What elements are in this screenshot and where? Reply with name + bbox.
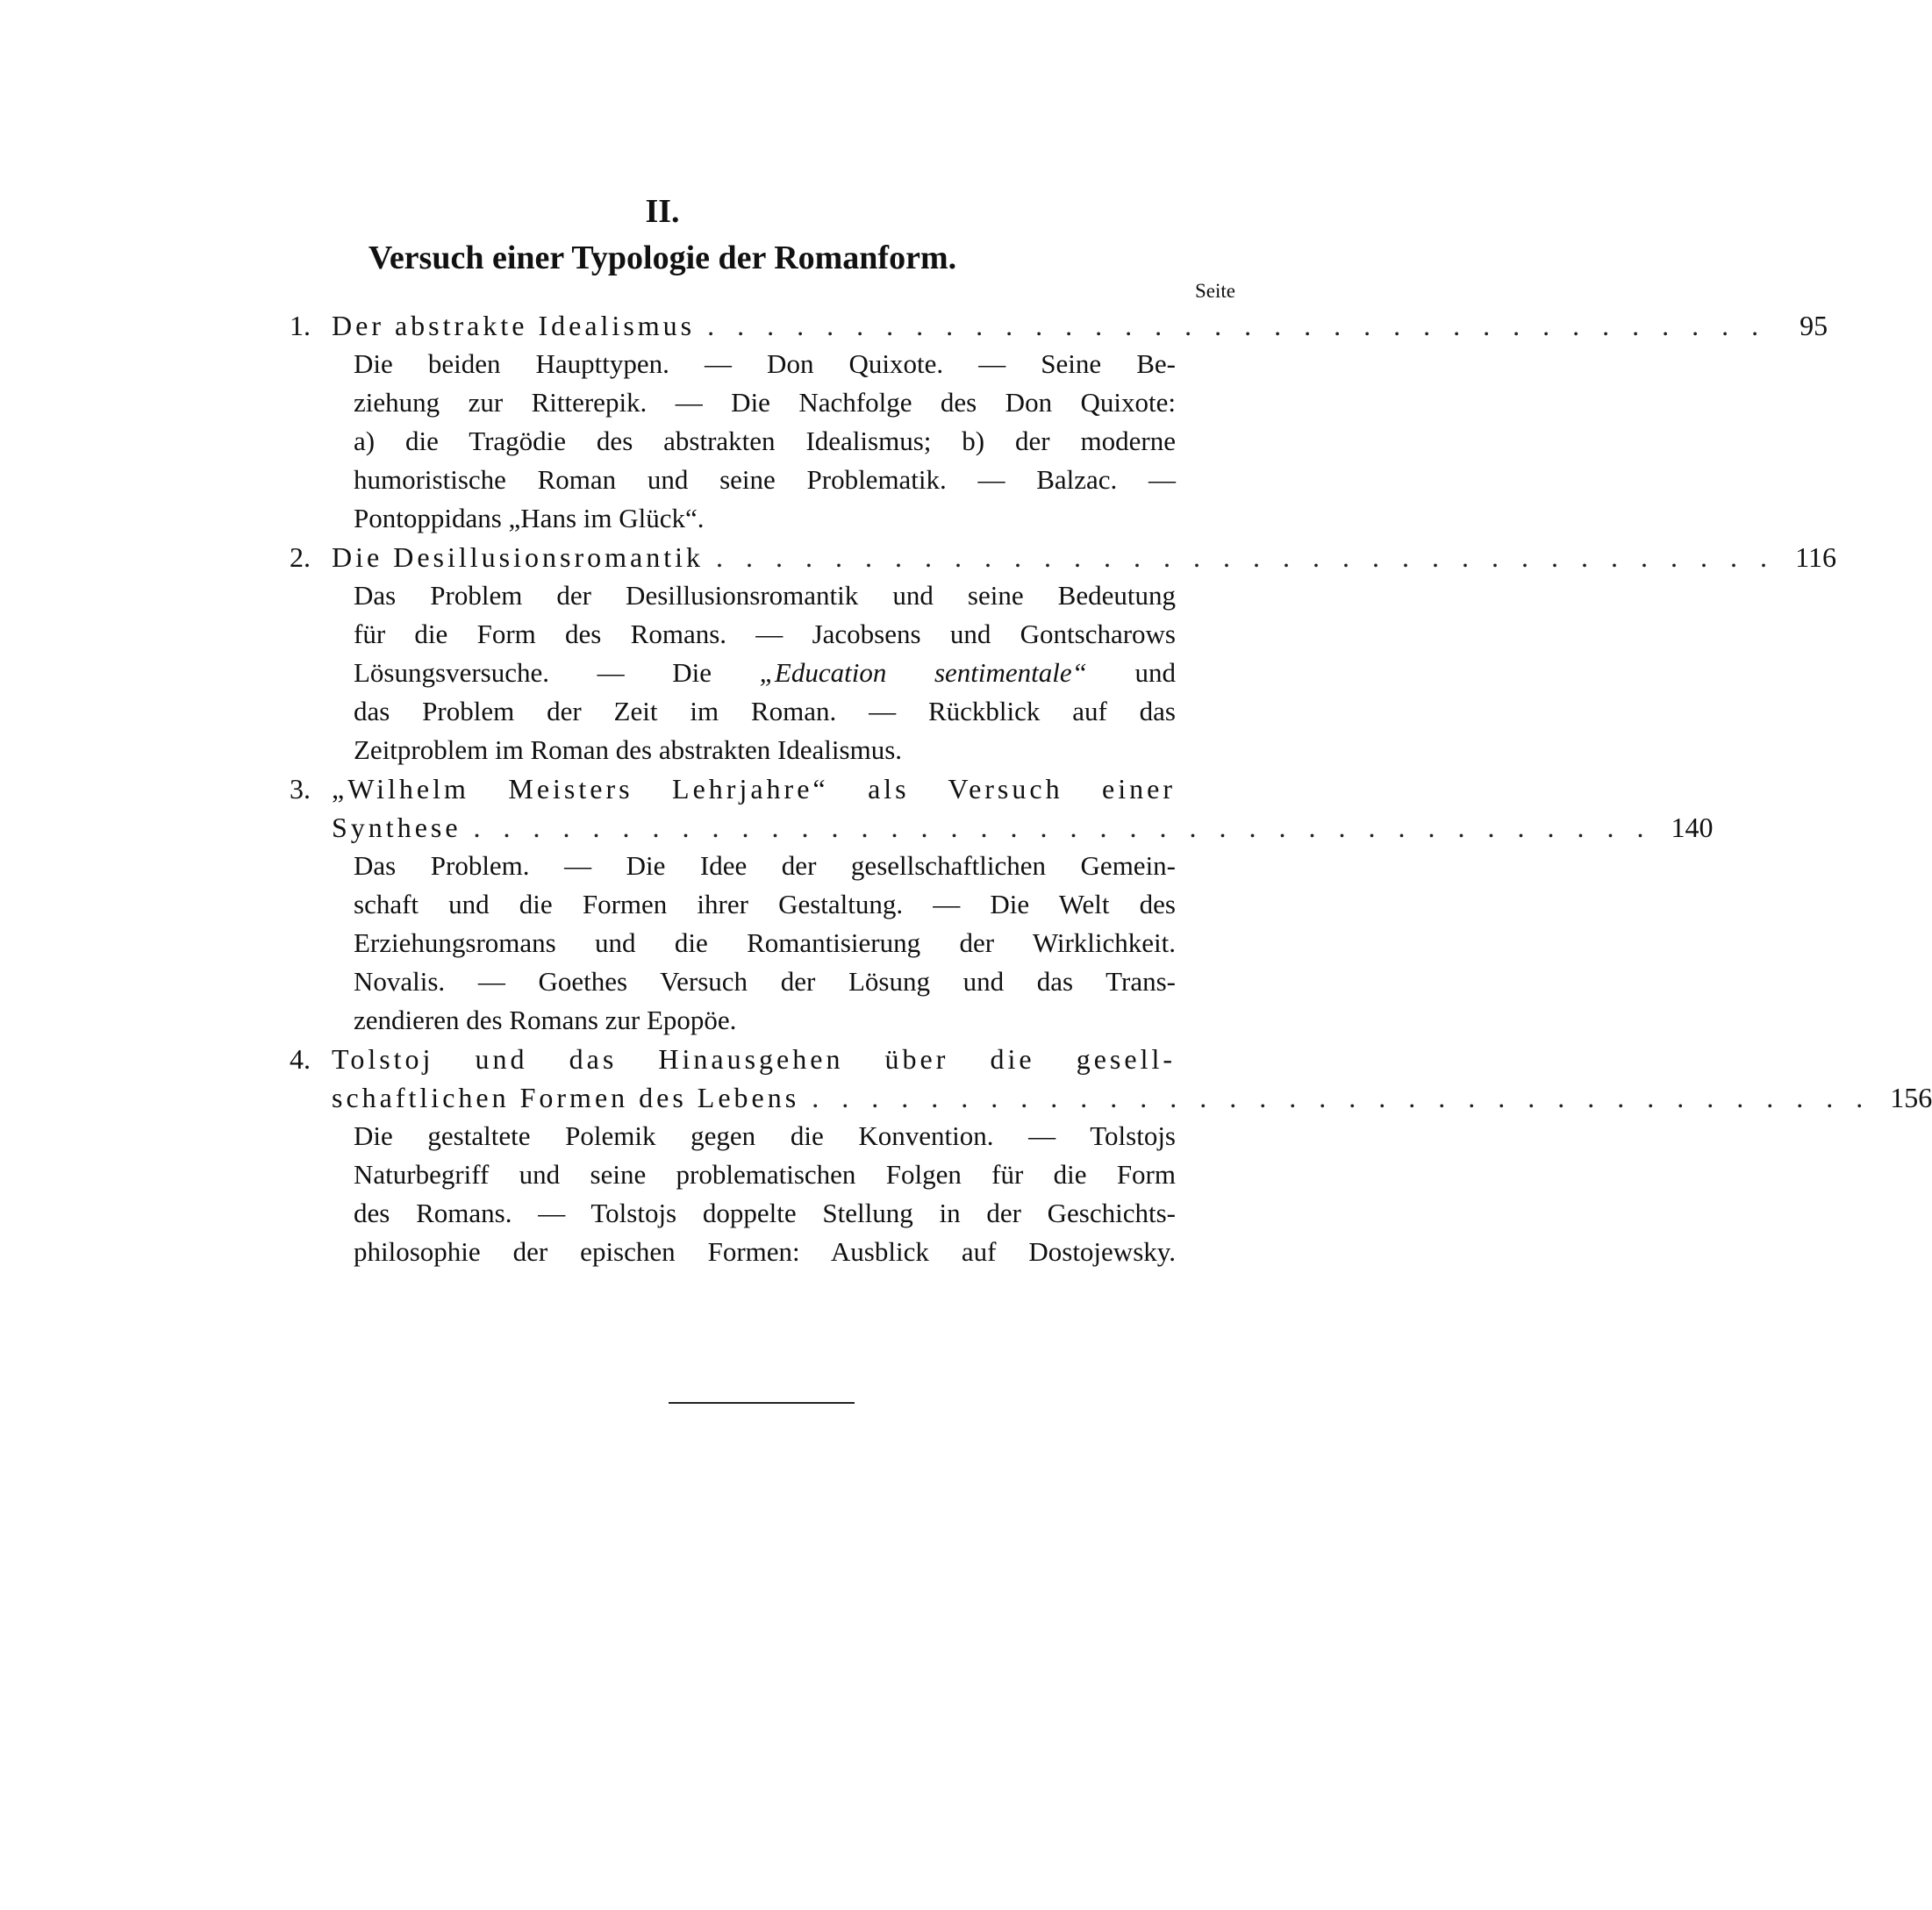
toc-entry-heading[interactable] xyxy=(290,538,1836,576)
toc-entry-heading-continued[interactable] xyxy=(290,808,1714,847)
summary-line: Das Problem der Desillusionsromantik und seine Bedeutung xyxy=(354,580,1176,611)
toc-entry-1 xyxy=(290,306,1828,538)
summary-line xyxy=(354,654,1176,692)
entry-title-continued: schaftlichen Formen des Lebens xyxy=(332,1082,800,1113)
dot-leader: . . . . . . . . . . . . . . . . . . . . . . . . . . . . . . . . . . . . . . . . xyxy=(473,812,1652,843)
summary-line: das Problem der Zeit im Roman. — Rückblick auf das xyxy=(354,696,1176,726)
toc-entry-heading[interactable] xyxy=(290,1040,1237,1078)
table-of-contents xyxy=(290,306,1932,1271)
summary-line: a) die Tragödie des abstrakten Idealismus; b) der moderne xyxy=(354,426,1176,456)
entry-page-number: 95 xyxy=(1800,310,1828,341)
entry-title: Der abstrakte Idealismus xyxy=(332,310,696,341)
toc-entry-heading[interactable] xyxy=(290,769,1237,808)
toc-entry-2 xyxy=(290,538,1836,769)
entry-number: 1. xyxy=(290,310,311,341)
summary-line: philosophie der epischen Formen: Ausblick auf Dostojewsky. xyxy=(354,1236,1176,1267)
summary-text: und xyxy=(1134,657,1177,688)
summary-line: Zeitproblem im Roman des abstrakten Idealismus. xyxy=(354,734,903,765)
summary-text: Lösungsversuche. — Die xyxy=(354,657,712,688)
summary-line: Pontoppidans „Hans im Glück“. xyxy=(354,503,705,533)
entry-page-number: 156 xyxy=(1890,1082,1932,1113)
entry-summary xyxy=(290,576,1176,769)
toc-entry-heading-continued[interactable] xyxy=(290,1078,1932,1117)
summary-line: Die beiden Haupttypen. — Don Quixote. — Seine Be- xyxy=(354,348,1176,379)
dot-leader: . . . . . . . . . . . . . . . . . . . . . . . . . . . . . . . . . . . . xyxy=(707,310,1767,341)
entry-summary xyxy=(290,1117,1176,1271)
summary-line: ziehung zur Ritterepik. — Die Nachfolge des Don Quixote: xyxy=(354,387,1176,418)
entry-page-number: 140 xyxy=(1671,812,1714,843)
toc-entry-4 xyxy=(290,1040,1932,1271)
summary-line: Die gestaltete Polemik gegen die Konvention. — Tolstojs xyxy=(354,1120,1176,1151)
part-title: Versuch einer Typologie der Romanform. xyxy=(368,240,957,276)
entry-page-number: 116 xyxy=(1795,541,1836,573)
entry-summary xyxy=(290,847,1176,1040)
entry-title: Die Desillusionsromantik xyxy=(332,541,704,573)
summary-line: für die Form des Romans. — Jacobsens und Gontscharows xyxy=(354,619,1176,649)
summary-line: des Romans. — Tolstojs doppelte Stellung in der Geschichts- xyxy=(354,1198,1176,1228)
entry-summary xyxy=(290,345,1176,538)
summary-line: Das Problem. — Die Idee der gesellschaftlichen Gemein- xyxy=(354,850,1176,881)
summary-line: Naturbegriff und seine problematischen Folgen für die Form xyxy=(354,1159,1176,1190)
dot-leader: . . . . . . . . . . . . . . . . . . . . . . . . . . . . . . . . . . . . xyxy=(715,541,1775,573)
closing-rule xyxy=(669,1402,855,1404)
entry-title: „Wilhelm Meisters Lehrjahre“ als Versuch einer xyxy=(332,773,1176,805)
entry-number: 4. xyxy=(290,1043,311,1075)
dot-leader: . . . . . . . . . . . . . . . . . . . . . . . . . . . . . . . . . . . . xyxy=(812,1082,1871,1113)
toc-entry-heading[interactable] xyxy=(290,306,1828,345)
summary-line: humoristische Roman und seine Problematik. — Balzac. — xyxy=(354,464,1176,495)
summary-line: Novalis. — Goethes Versuch der Lösung und das Trans- xyxy=(354,966,1176,997)
page-column-label: Seite xyxy=(1195,280,1235,302)
entry-number: 2. xyxy=(290,541,311,573)
summary-line: Erziehungsromans und die Romantisierung der Wirklichkeit. xyxy=(354,927,1176,958)
book-title-italic: „Education sentimentale“ xyxy=(759,657,1087,688)
summary-line: schaft und die Formen ihrer Gestaltung. — Die Welt des xyxy=(354,889,1176,919)
entry-number: 3. xyxy=(290,773,311,805)
entry-title: Tolstoj und das Hinausgehen über die gesell- xyxy=(332,1043,1176,1075)
summary-line: zendieren des Romans zur Epopöe. xyxy=(354,1005,737,1035)
part-number: II. xyxy=(645,193,680,230)
entry-title-continued: Synthese xyxy=(332,812,462,843)
toc-entry-3 xyxy=(290,769,1714,1040)
